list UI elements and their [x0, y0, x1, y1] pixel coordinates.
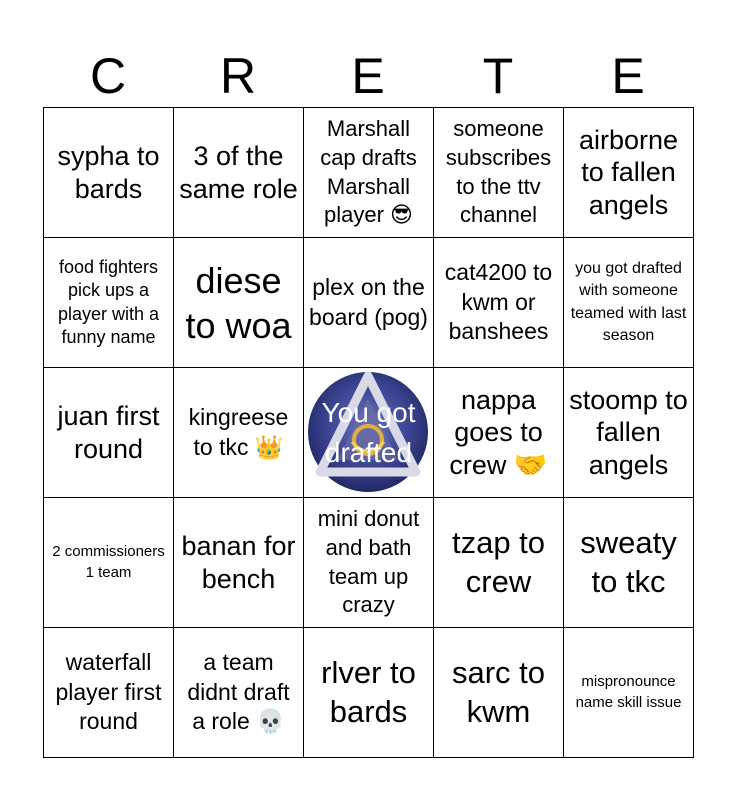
bingo-cell[interactable]: [174, 498, 304, 628]
bingo-grid: [43, 107, 694, 758]
bingo-cell[interactable]: [174, 238, 304, 368]
cell-text: food fighters pick ups a player with a funny name: [57, 256, 160, 347]
bingo-cell[interactable]: [304, 628, 434, 758]
cell-text: you got drafted with someone teamed with last season: [570, 259, 687, 344]
header-letter-e: E: [351, 48, 385, 104]
bingo-cell[interactable]: [174, 628, 304, 758]
bingo-cell[interactable]: [44, 628, 174, 758]
bingo-cell[interactable]: [434, 108, 564, 238]
cell-text: 2 commissioners 1 team: [52, 543, 165, 581]
bingo-cell[interactable]: [44, 238, 174, 368]
cell-text: tzap to crew: [451, 524, 546, 599]
bingo-cell[interactable]: [564, 628, 694, 758]
bingo-cell[interactable]: [174, 368, 304, 498]
cell-text: waterfall player first round: [55, 648, 162, 735]
cell-text: cat4200 to kwm or banshees: [444, 258, 553, 345]
cell-text: stoomp to fallen angels: [569, 384, 688, 480]
bingo-cell[interactable]: [304, 108, 434, 238]
cell-text: sweaty to tkc: [580, 524, 677, 599]
bingo-cell[interactable]: [434, 498, 564, 628]
bingo-cell[interactable]: [304, 238, 434, 368]
cell-text: someone subscribes to the ttv channel: [445, 116, 552, 228]
cell-text: juan first round: [57, 401, 160, 464]
cell-text: Marshall cap drafts Marshall player 😎: [320, 116, 417, 228]
bingo-cell[interactable]: [564, 498, 694, 628]
bingo-cell[interactable]: [304, 498, 434, 628]
cell-text: sarc to kwm: [451, 654, 546, 729]
free-space-text: You got drafted: [321, 397, 416, 468]
bingo-cell[interactable]: [564, 368, 694, 498]
cell-text: airborne to fallen angels: [578, 124, 679, 220]
cell-text: nappa goes to crew 🤝: [449, 384, 548, 480]
cell-text: rlver to bards: [321, 654, 416, 729]
bingo-cell[interactable]: [564, 108, 694, 238]
free-space-cell[interactable]: [304, 368, 434, 498]
cell-text: mini donut and bath team up crazy: [317, 506, 420, 618]
cell-text: plex on the board (pog): [309, 273, 428, 330]
cell-text: sypha to bards: [57, 141, 160, 204]
cell-text: diese to woa: [185, 259, 292, 346]
cell-text: kingreese to tkc 👑: [188, 403, 289, 460]
bingo-cell[interactable]: [434, 628, 564, 758]
cell-text: banan for bench: [181, 531, 296, 594]
bingo-cell[interactable]: [434, 368, 564, 498]
bingo-cell[interactable]: [564, 238, 694, 368]
cell-text: mispronounce name skill issue: [575, 673, 682, 711]
bingo-cell[interactable]: [434, 238, 564, 368]
header-letter-r: R: [219, 48, 257, 104]
header-letter-e2: E: [611, 48, 645, 104]
cell-text: 3 of the same role: [179, 141, 298, 204]
header: [43, 44, 693, 108]
header-letter-c: C: [89, 48, 127, 104]
cell-text: a team didnt draft a role 💀: [187, 648, 290, 735]
bingo-cell[interactable]: [44, 498, 174, 628]
header-letter-t: T: [482, 48, 514, 104]
bingo-cell[interactable]: [44, 368, 174, 498]
bingo-cell[interactable]: [44, 108, 174, 238]
bingo-cell[interactable]: [174, 108, 304, 238]
